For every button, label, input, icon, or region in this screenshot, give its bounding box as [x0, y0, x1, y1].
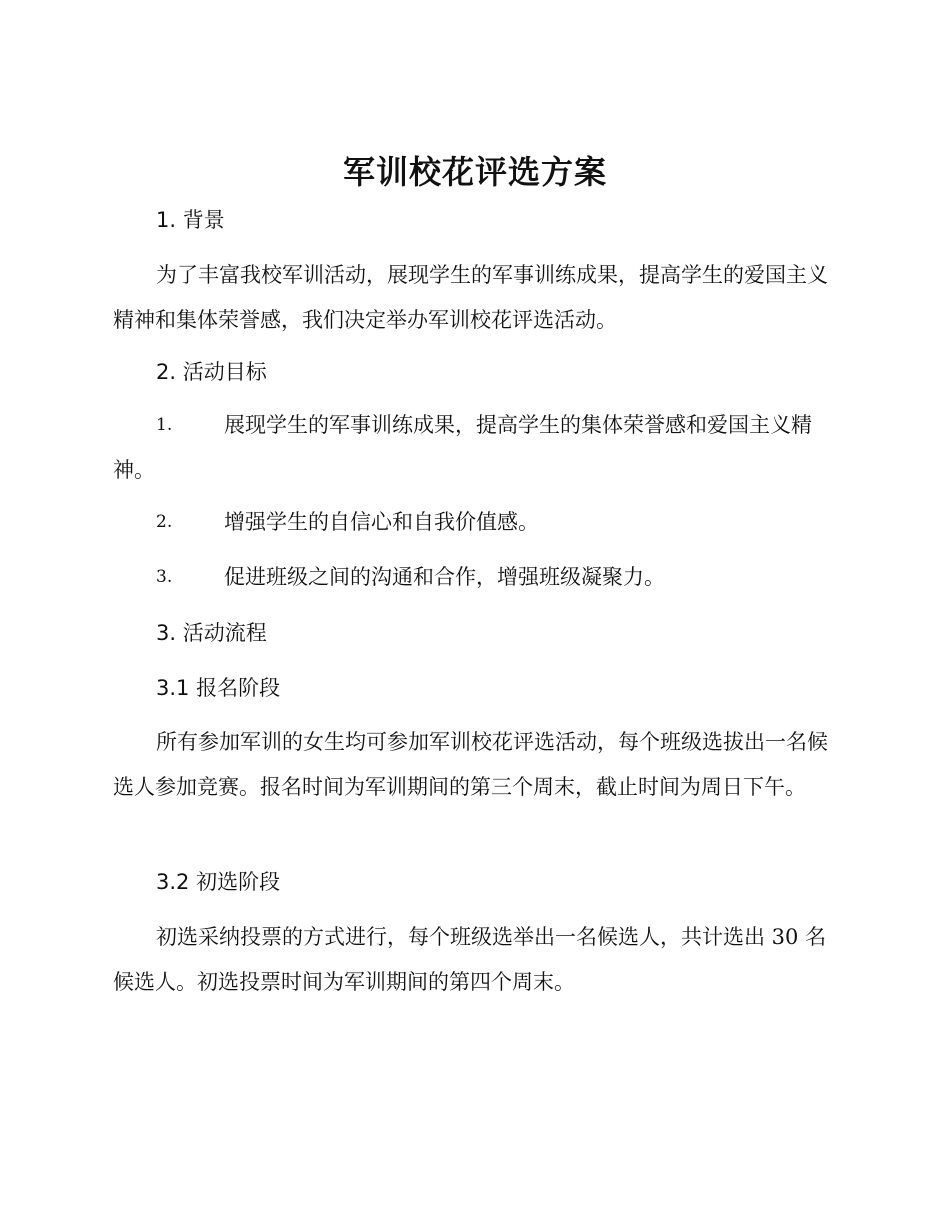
paragraph-text: 为了丰富我校军训活动，展现学生的军事训练成果，提高学生的爱国主义精神和集体荣誉感，我们决定举办军训校花评选活动。 — [113, 263, 828, 332]
list-item — [113, 403, 838, 493]
list-item — [113, 555, 838, 600]
list-number: 3. — [156, 567, 173, 587]
list-number: 2. — [156, 512, 173, 532]
section-heading-process: 3. 活动流程 — [156, 621, 267, 645]
registration-paragraph — [113, 720, 838, 810]
list-number: 1. — [156, 415, 173, 435]
list-item-text: 促进班级之间的沟通和合作，增强班级凝聚力。 — [224, 565, 665, 589]
subsection-heading-preliminary: 3.2 初选阶段 — [156, 870, 281, 894]
section-heading-goals: 2. 活动目标 — [156, 360, 267, 384]
section-heading-background: 1. 背景 — [156, 208, 225, 232]
list-item — [113, 500, 838, 545]
subsection-heading-registration: 3.1 报名阶段 — [156, 676, 281, 700]
paragraph-text: 所有参加军训的女生均可参加军训校花评选活动，每个班级选拔出一名候选人参加竞赛。报名时间为军训期间的第三个周末，截止时间为周日下午。 — [113, 730, 828, 799]
document-title: 军训校花评选方案 — [342, 153, 607, 191]
list-item-text: 增强学生的自信心和自我价值感。 — [224, 510, 539, 534]
list-item-text: 展现学生的军事训练成果，提高学生的集体荣誉感和爱国主义精神。 — [113, 413, 812, 482]
paragraph-text: 初选采纳投票的方式进行，每个班级选举出一名候选人，共计选出 30 名候选人。初选投票时间为军训期间的第四个周末。 — [113, 925, 827, 994]
background-paragraph — [113, 253, 838, 343]
preliminary-paragraph — [113, 915, 838, 1005]
